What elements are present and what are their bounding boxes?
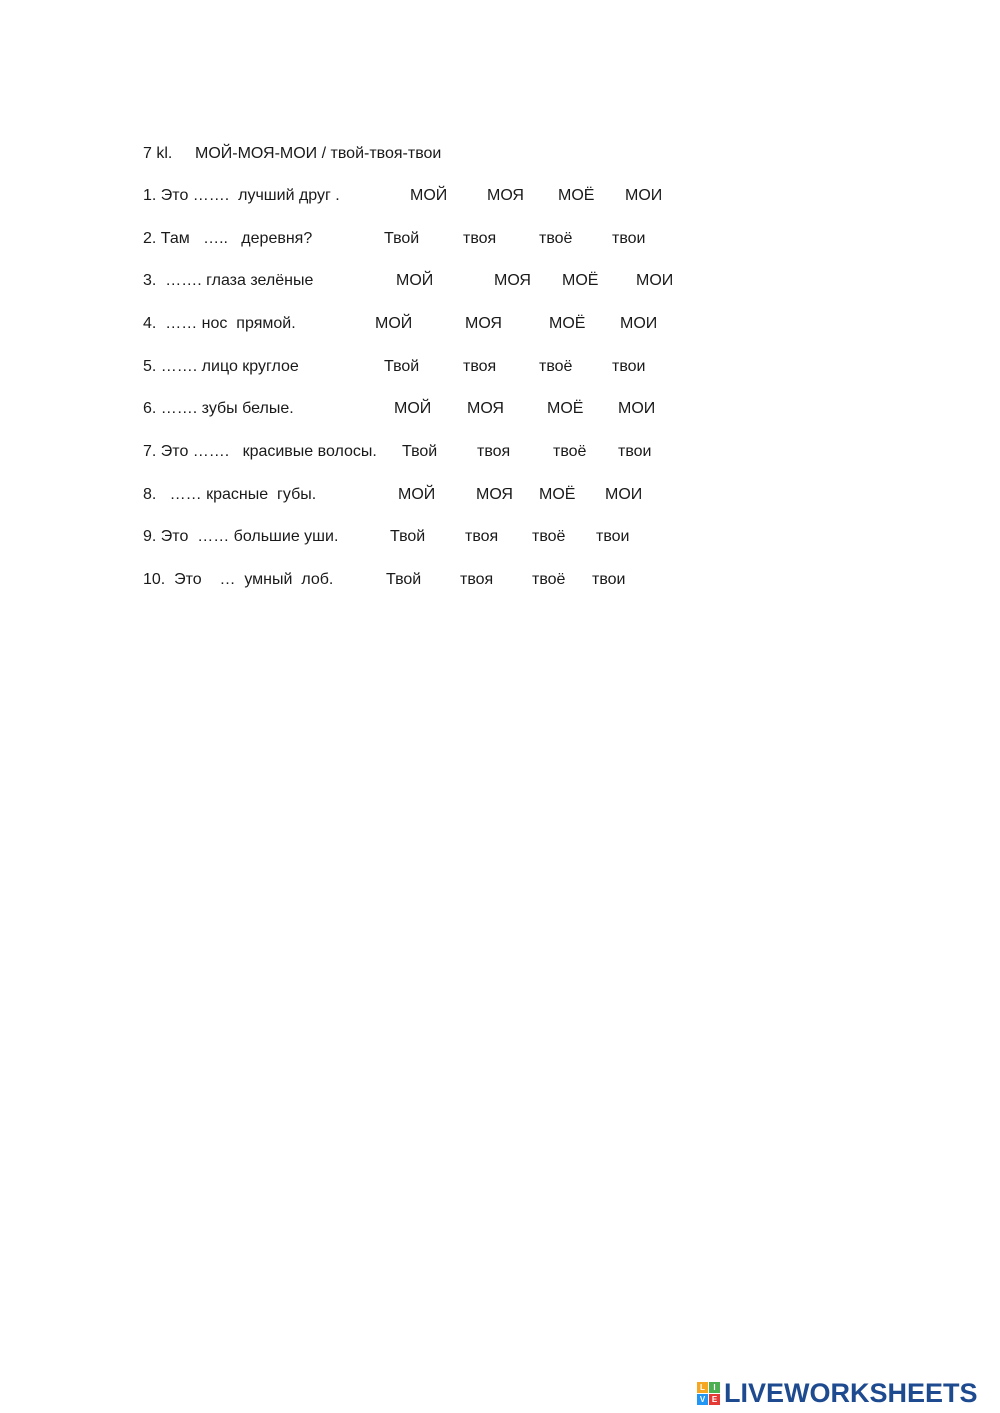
option-tvoyo[interactable]: твоё [532,528,566,545]
question-row [0,187,1000,209]
option-tvoyo[interactable]: твоё [553,443,587,460]
option-moi[interactable]: МОИ [620,315,658,332]
logo-block: E [709,1394,720,1405]
option-tvoi[interactable]: твои [612,358,646,375]
option-moyo[interactable]: МОЁ [549,315,586,332]
question-row [0,230,1000,252]
question-text: 6. ……. зубы белые. [143,400,294,417]
question-text: 1. Это ……. лучший друг . [143,187,340,204]
question-row [0,528,1000,550]
option-moy[interactable]: МОЙ [375,315,413,332]
option-tvoi[interactable]: твои [618,443,652,460]
option-moyo[interactable]: МОЁ [558,187,595,204]
option-tvoya[interactable]: твоя [463,358,497,375]
option-moy[interactable]: МОЙ [410,187,448,204]
option-tvoy[interactable]: Твой [402,443,438,460]
option-tvoya[interactable]: твоя [460,571,494,588]
option-tvoy[interactable]: Твой [390,528,426,545]
option-tvoi[interactable]: твои [592,571,626,588]
option-moi[interactable]: МОИ [618,400,656,417]
option-tvoya[interactable]: твоя [477,443,511,460]
option-moy[interactable]: МОЙ [398,486,436,503]
option-moyo[interactable]: МОЁ [562,272,599,289]
option-tvoyo[interactable]: твоё [539,358,573,375]
logo-block: V [697,1394,708,1405]
option-moya[interactable]: МОЯ [465,315,502,332]
question-text: 4. …… нос прямой. [143,315,296,332]
option-moy[interactable]: МОЙ [396,272,434,289]
option-moyo[interactable]: МОЁ [547,400,584,417]
option-moya[interactable]: МОЯ [487,187,524,204]
question-text: 9. Это …… большие уши. [143,528,339,545]
option-tvoyo[interactable]: твоё [539,230,573,247]
question-row [0,571,1000,593]
option-moyo[interactable]: МОЁ [539,486,576,503]
option-moya[interactable]: МОЯ [467,400,504,417]
option-tvoya[interactable]: твоя [465,528,499,545]
worksheet-title: МОЙ-МОЯ-МОИ / твой-твоя-твои [195,145,442,162]
option-moi[interactable]: МОИ [625,187,663,204]
question-row [0,443,1000,465]
question-text: 10. Это … умный лоб. [143,571,334,588]
option-tvoy[interactable]: Твой [384,230,420,247]
option-tvoi[interactable]: твои [596,528,630,545]
question-row [0,315,1000,337]
logo-text: LIVEWORKSHEETS [724,1377,978,1408]
option-tvoyo[interactable]: твоё [532,571,566,588]
question-row [0,486,1000,508]
option-moi[interactable]: МОИ [605,486,643,503]
option-tvoy[interactable]: Твой [386,571,422,588]
liveworksheets-logo-icon [697,1382,720,1405]
question-row [0,400,1000,422]
liveworksheets-logo [697,1378,978,1408]
option-moy[interactable]: МОЙ [394,400,432,417]
question-text: 5. ……. лицо круглое [143,358,299,375]
option-tvoi[interactable]: твои [612,230,646,247]
worksheet-heading [143,145,441,163]
question-row [0,272,1000,294]
option-moi[interactable]: МОИ [636,272,674,289]
logo-block: L [697,1382,708,1393]
question-text: 3. ……. глаза зелёные [143,272,314,289]
question-row [0,358,1000,380]
option-moya[interactable]: МОЯ [476,486,513,503]
option-tvoya[interactable]: твоя [463,230,497,247]
option-moya[interactable]: МОЯ [494,272,531,289]
question-text: 8. …… красные губы. [143,486,317,503]
grade-label: 7 kl. [143,145,173,162]
logo-block: I [709,1382,720,1393]
question-text: 2. Там ….. деревня? [143,230,313,247]
question-text: 7. Это ……. красивые волосы. [143,443,377,460]
option-tvoy[interactable]: Твой [384,358,420,375]
